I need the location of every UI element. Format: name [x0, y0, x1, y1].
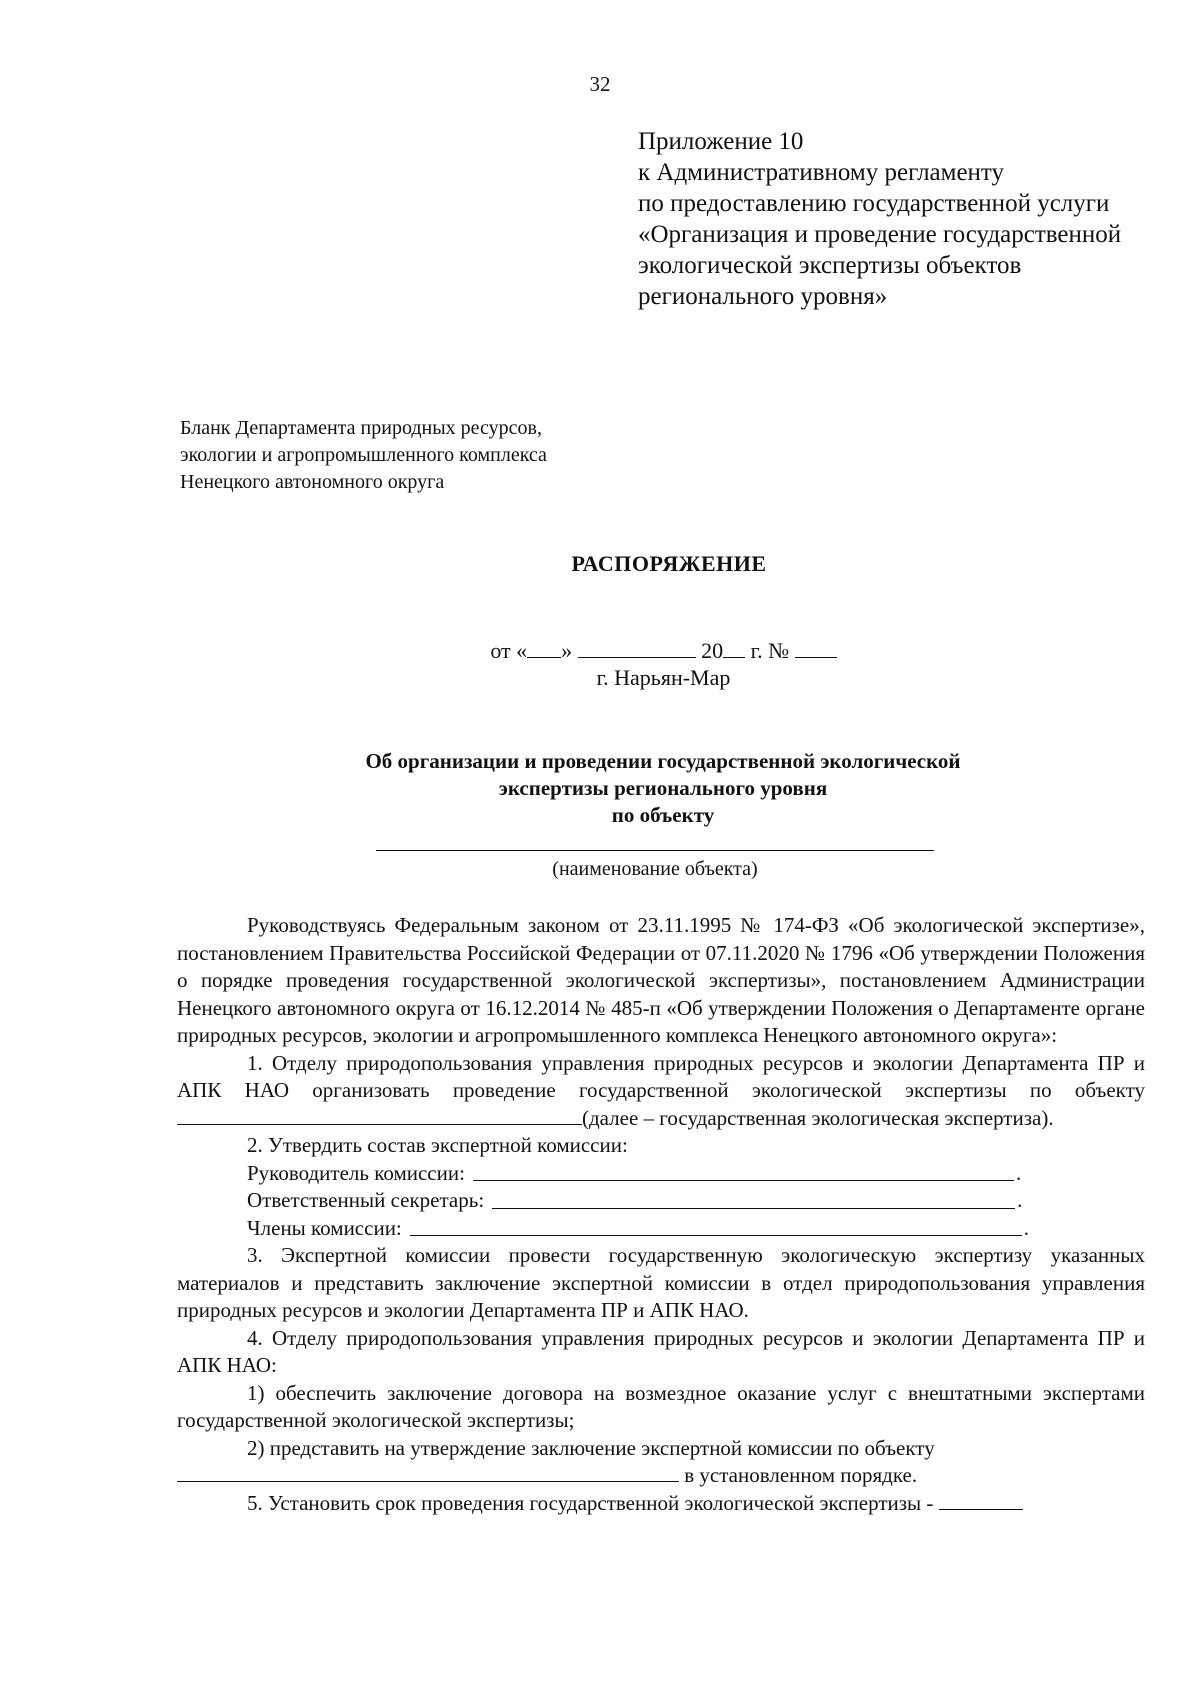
appendix-line: по предоставлению государственной услуги [638, 190, 1110, 217]
appendix-line: регионального уровня» [638, 283, 888, 310]
paragraph-2: 2. Утвердить состав экспертной комиссии: [247, 1133, 628, 1157]
appendix-line: «Организация и проведение государственной [638, 221, 1122, 248]
object-blank-2 [177, 1463, 679, 1482]
letterhead-placeholder [180, 415, 547, 496]
paragraph-4-2: 2) представить на утверждение заключение экспертной комиссии по объекту [247, 1435, 935, 1460]
object-caption: (наименование объекта) [552, 858, 758, 880]
object-name-blank [376, 850, 934, 851]
document-body [177, 912, 1145, 1517]
date-from-label: от « [490, 638, 528, 663]
year-prefix: 20 [701, 638, 724, 663]
commission-members-blank [410, 1217, 1022, 1236]
commission-head-blank [473, 1162, 1014, 1181]
document-title: РАСПОРЯЖЕНИЕ [571, 551, 767, 576]
commission-secretary-row [177, 1187, 1145, 1215]
term-blank [939, 1491, 1023, 1510]
paragraph-1-text: 1. Отделу природопользования управления природных ресурсов и экологии Департамента ПР и АПК НАО организовать проведение государственной экологической экспертизы по объекту [177, 1050, 1145, 1102]
commission-head-period: . [1015, 1160, 1022, 1185]
appendix-line: Приложение 10 [638, 128, 804, 155]
subject-line: экспертизы регионального уровня [498, 776, 828, 800]
appendix-line: экологической экспертизы объектов [638, 252, 1022, 279]
commission-secretary-label: Ответственный секретарь: [247, 1188, 485, 1212]
commission-head-label: Руководитель комиссии: [247, 1160, 465, 1185]
paragraph-3: 3. Экспертной комиссии провести государственную экологическую экспертизу указанных материалов и представить заключение экспертной комиссии в отдел природопользования управления природных ресурсов и экологии Департамента ПР и АПК НАО. [177, 1243, 1145, 1322]
appendix-line: к Административному регламенту [638, 159, 1005, 186]
number-blank [795, 637, 837, 658]
date-number-line [0, 637, 1200, 664]
commission-members-row [177, 1215, 1145, 1243]
paragraph-1-tail: (далее – государственная экологическая экспертиза). [582, 1105, 1054, 1130]
paragraph-4-2-tail [177, 1462, 1145, 1490]
letterhead-line: Ненецкого автономного округа [180, 471, 445, 493]
letterhead-line: экологии и агропромышленного комплекса [180, 444, 547, 466]
paragraph-1 [177, 1050, 1145, 1133]
subject-line: Об организации и проведении государственной экологической [365, 749, 961, 773]
paragraph-5-text: 5. Установить срок проведения государственной экологической экспертизы - [247, 1490, 934, 1515]
letterhead-line: Бланк Департамента природных ресурсов, [180, 417, 542, 439]
commission-members-label: Члены комиссии: [247, 1215, 402, 1240]
city: г. Нарьян-Мар [596, 665, 731, 690]
commission-secretary-blank [492, 1190, 1015, 1209]
page-number: 32 [589, 72, 611, 96]
year-blank [723, 637, 745, 658]
intro-paragraph: Руководствуясь Федеральным законом от 23.11.1995 № 174-ФЗ «Об экологической экспертизе», постановлением Правительства Российской Федерации от 07.11.2020 № 1796 «Об утверждении Положения о порядке проведения государственной экологической экспертизы», постановлением Администрации Ненецкого автономного округа от 16.12.2014 № 485-п «Об утверждении Положения о Департаменте органе природных ресурсов, экологии и агропромышленного комплекса Ненецкого автономного округа»: [177, 913, 1145, 1047]
commission-secretary-period: . [1017, 1188, 1023, 1212]
subject-line: по объекту [611, 803, 715, 827]
day-blank [527, 637, 561, 658]
date-close-quote: » [561, 638, 573, 663]
document-subject [0, 748, 1200, 829]
paragraph-4-1: 1) обеспечить заключение договора на возмездное оказание услуг с внештатными экспертами государственной экологической экспертизы; [177, 1380, 1145, 1432]
paragraph-4: 4. Отделу природопользования управления природных ресурсов и экологии Департамента ПР и АПК НАО: [177, 1325, 1145, 1377]
object-blank [177, 1106, 582, 1125]
year-suffix: г. № [745, 638, 790, 663]
commission-head-row [177, 1160, 1145, 1188]
paragraph-4-2-tail-text: в установленном порядке. [684, 1463, 918, 1487]
month-blank [578, 637, 696, 658]
commission-members-period: . [1023, 1215, 1030, 1240]
appendix-header [638, 126, 1121, 312]
paragraph-5 [177, 1490, 1145, 1518]
